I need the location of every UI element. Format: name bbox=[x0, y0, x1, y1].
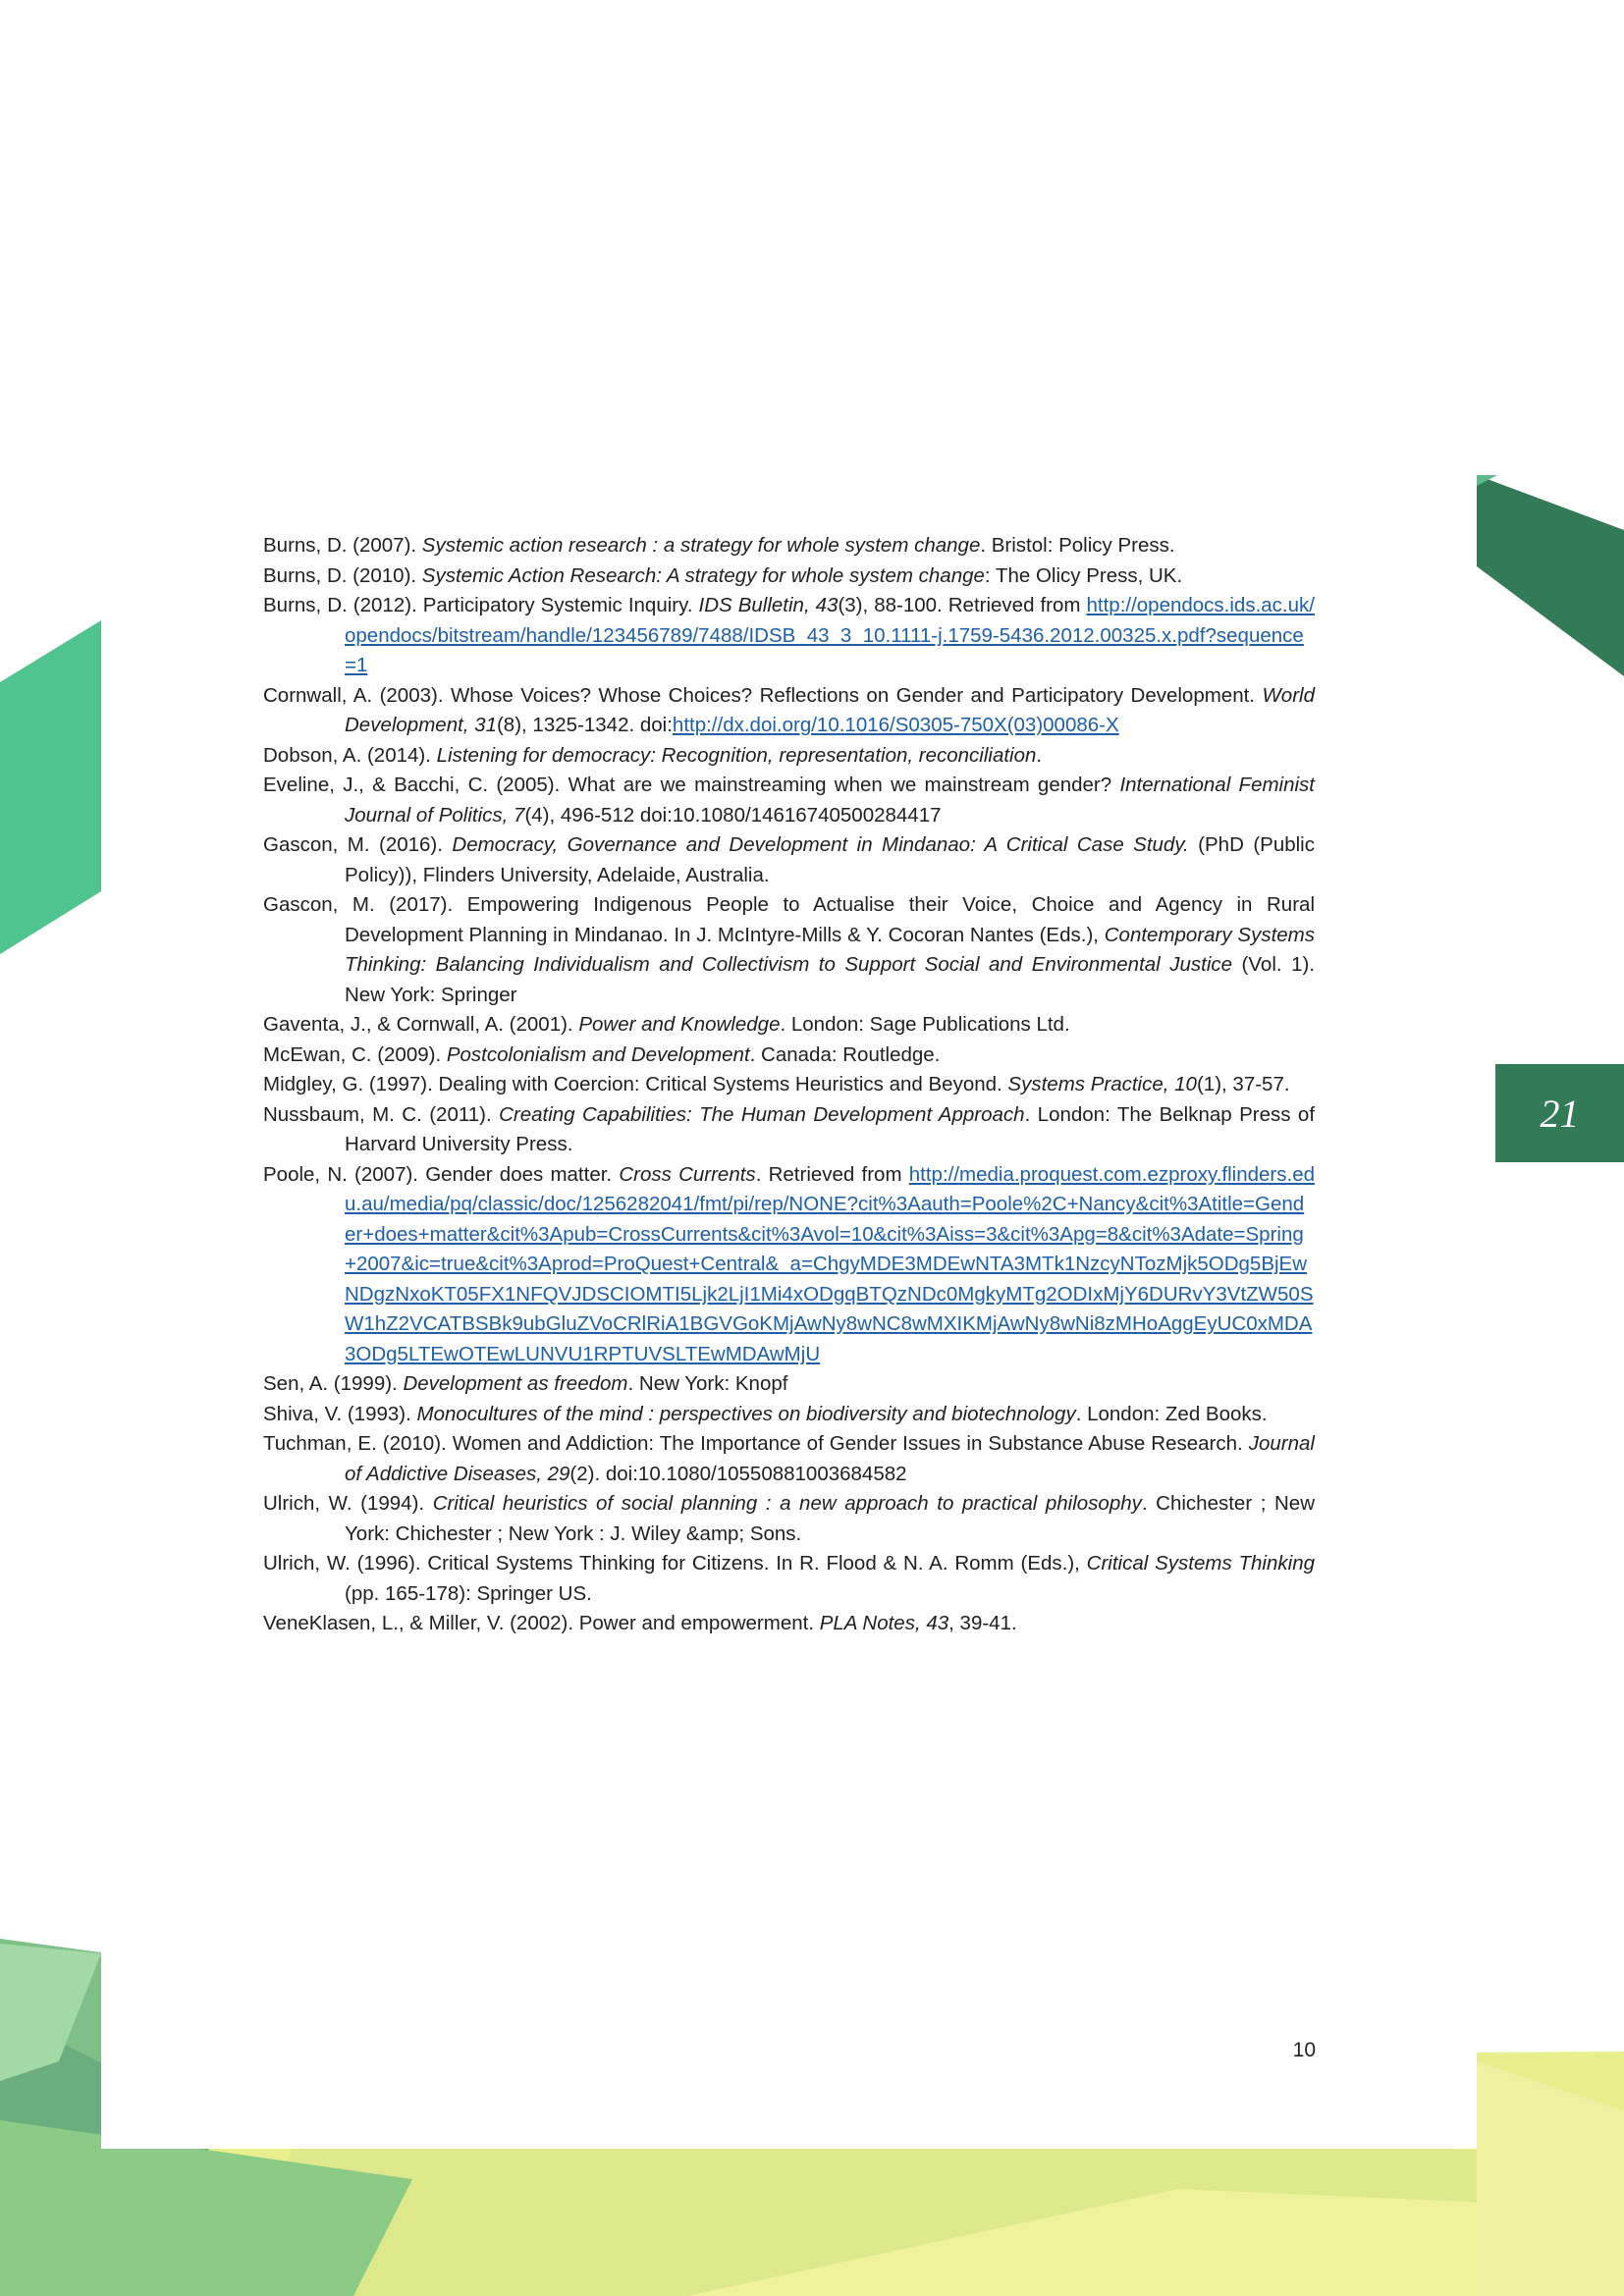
reference-item: Gascon, M. (2016). Democracy, Governance and Development in Mindanao: A Critical Case Study. (PhD (Public Policy)), Flinders University, Adelaide, Australia. bbox=[263, 833, 1315, 886]
reference-item: Sen, A. (1999). Development as freedom. New York: Knopf bbox=[263, 1372, 788, 1395]
reference-item: Tuchman, E. (2010). Women and Addiction: The Importance of Gender Issues in Substance Abuse Research. Journal of Addictive Diseases, 29(2). doi:10.1080/10550881003684582 bbox=[263, 1432, 1315, 1485]
page-number: 10 bbox=[1292, 2039, 1316, 2061]
reference-item: Burns, D. (2007). Systemic action research : a strategy for whole system change. Bristol: Policy Press. bbox=[263, 534, 1175, 557]
chapter-tab bbox=[1495, 1064, 1624, 1162]
reference-item: Dobson, A. (2014). Listening for democracy: Recognition, representation, reconciliation. bbox=[263, 743, 1043, 767]
right-green-ribbon bbox=[1477, 475, 1624, 676]
reference-item: Gascon, M. (2017). Empowering Indigenous People to Actualise their Voice, Choice and Agency in Rural Development Planning in Mindanao. In J. McIntyre-Mills & Y. Cocoran Nantes (Eds.), Contemporary Systems Thinking: Balancing Individualism and Collectivism to Support Social and Environmental Justice (Vol. 1). New York: Springer bbox=[263, 893, 1315, 1006]
left-green-leaf bbox=[0, 620, 101, 954]
reference-link[interactable]: http://opendocs.ids.ac.uk/opendocs/bitstream/handle/123456789/7488/IDSB_43_3_10.1111-j.1759-5436.2012.00325.x.pdf?sequence=1 bbox=[345, 594, 1315, 676]
reference-link[interactable]: http://dx.doi.org/10.1016/S0305-750X(03)00086-X bbox=[672, 714, 1119, 736]
reference-link[interactable]: http://media.proquest.com.ezproxy.flinders.edu.au/media/pq/classic/doc/1256282041/fmt/pi/rep/NONE?cit%3Aauth=Poole%2C+Nancy&cit%3Atitle=Gender+does+matter&cit%3Apub=CrossCurrents&cit%3Avol=10&cit%3Aiss=3&cit%3Apg=8&cit%3Adate=Spring+2007&ic=true&cit%3Aprod=ProQuest+Central&_a=ChgyMDE3MDEwNTA3MTk1NzcyNTozMjk5ODg5BjEwNDgzNxoKT05FX1NFQVJDSCIOMTI5Ljk2LjI1Mi4xODgqBTQzNDc0MgkyMTg2ODIxMjY6DURvY3VtZW50SW1hZ2VCATBSBk9ubGluZVoCRlRiA1BGVGoKMjAwNy8wNC8wMXIKMjAwNy8wNi8zMHoAggEyUC0xMDA3ODg5LTEwOTEwLUNVU1RPTUVSLTEwMDAwMjU bbox=[345, 1162, 1315, 1365]
reference-item: VeneKlasen, L., & Miller, V. (2002). Power and empowerment. PLA Notes, 43, 39-41. bbox=[263, 1612, 1017, 1634]
reference-item: Ulrich, W. (1994). Critical heuristics of social planning : a new approach to practical philosophy. Chichester ; New York: Chichester ; New York : J. Wiley &amp; Sons. bbox=[263, 1492, 1315, 1545]
reference-item: Eveline, J., & Bacchi, C. (2005). What are we mainstreaming when we mainstream gender? International Feminist Journal of Politics, 7(4), 496-512 doi:10.1080/14616740500284417 bbox=[263, 774, 1315, 827]
reference-item: Burns, D. (2010). Systemic Action Research: A strategy for whole system change: The Olicy Press, UK. bbox=[263, 563, 1183, 587]
reference-item: McEwan, C. (2009). Postcolonialism and Development. Canada: Routledge. bbox=[263, 1042, 941, 1066]
reference-item: Cornwall, A. (2003). Whose Voices? Whose Choices? Reflections on Gender and Participatory Development. World Development, 31(8), 1325-1342. doi:http://dx.doi.org/10.1016/S0305-750X(03)00086-X bbox=[263, 683, 1315, 736]
chapter-number: 21 bbox=[1540, 1091, 1580, 1136]
reference-item: Nussbaum, M. C. (2011). Creating Capabilities: The Human Development Approach. London: The Belknap Press of Harvard University Press. bbox=[263, 1102, 1316, 1155]
reference-item: Gaventa, J., & Cornwall, A. (2001). Power and Knowledge. London: Sage Publications Ltd. bbox=[263, 1013, 1070, 1036]
reference-item: Burns, D. (2012). Participatory Systemic Inquiry. IDS Bulletin, 43(3), 88-100. Retrieved from http://opendocs.ids.ac.uk/opendocs/bitstream/handle/123456789/7488/IDSB_43_3_10.1111-j.1759-5436.2012.00325.x.pdf?sequence=1 bbox=[263, 594, 1315, 676]
reference-item: Shiva, V. (1993). Monocultures of the mind : perspectives on biodiversity and biotechnology. London: Zed Books. bbox=[263, 1402, 1268, 1425]
reference-item: Ulrich, W. (1996). Critical Systems Thinking for Citizens. In R. Flood & N. A. Romm (Eds.), Critical Systems Thinking (pp. 165-178): Springer US. bbox=[263, 1552, 1315, 1605]
reference-item: Midgley, G. (1997). Dealing with Coercion: Critical Systems Heuristics and Beyond. Systems Practice, 10(1), 37-57. bbox=[263, 1073, 1290, 1095]
reference-list bbox=[263, 531, 1315, 1639]
reference-item: Poole, N. (2007). Gender does matter. Cross Currents. Retrieved from http://media.proquest.com.ezproxy.flinders.edu.au/media/pq/classic/doc/1256282041/fmt/pi/rep/NONE?cit%3Aauth=Poole%2C+Nancy&cit%3Atitle=Gender+does+matter&cit%3Apub=CrossCurrents&cit%3Avol=10&cit%3Aiss=3&cit%3Apg=8&cit%3Adate=Spring+2007&ic=true&cit%3Aprod=ProQuest+Central&_a=ChgyMDE3MDEwNTA3MTk1NzcyNTozMjk5ODg5BjEwNDgzNxoKT05FX1NFQVJDSCIOMTI5Ljk2LjI1Mi4xODgqBTQzNDc0MgkyMTg2ODIxMjY6DURvY3VtZW50SW1hZ2VCATBSBk9ubGluZVoCRlRiA1BGVGoKMjAwNy8wNC8wMXIKMjAwNy8wNi8zMHoAggEyUC0xMDA3ODg5LTEwOTEwLUNVU1RPTUVSLTEwMDAwMjU bbox=[263, 1162, 1315, 1365]
